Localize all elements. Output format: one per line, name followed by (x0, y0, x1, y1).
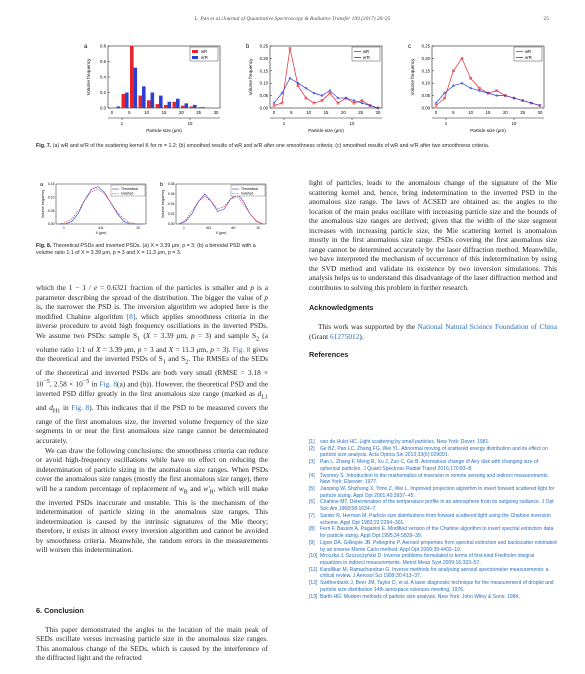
reference-item[interactable] (309, 499, 557, 512)
reference-text: Kandlikar M, Ramachandran G. Inverse methods for analysing aerosol spectrometer measurements: a critical review. J Aerosol Sci 1999;30:413–37. (320, 566, 549, 580)
panel-letter: b (246, 44, 250, 50)
reference-text: van de Hulst HC. Light scattering by small particles. New York: Dover; 1981. (320, 439, 490, 445)
reference-text: Twomey S. Introduction to the mathematics of inversion in remote sensing and indirect measurements. New York: Elsevier; 1977. (320, 472, 549, 486)
bar-wR (156, 104, 160, 108)
left-paragraph-1: which the 1 − 1 / e = 0.6321 fraction of the particles is smaller and p is a parameter describing the spread of the distribution. The bigger the value of p is, the narrower the PSD is. The inversion algorithm we adopted here is the modified Chahine algorithm [8], which applies smoothness criteria in the inverse procedure to avoid high frequency oscillations in the inverted PSDs. We assume two PSDs: sample $S_1$ (X = 3.39 μm, p = 3) and sample $S_2$ (a volume ratio 1:1 of X = 3.39 μm, p = 3 and X = 11.3 μm, p = 3). Fig. 8 gives the theoretical and the inverted PSDs of $S_1$ and $S_2$. The RMSEs of the SEDs of the theoretical and inverted PSDs are both very small (RMSE = $3.18 \times 10^{-5}$, $2.58 \times 10^{-5}$ in Fig. 8(a) and (b)). However, the theoretical PSD and the inverted PSD differ greatly in the first anomalous size range (marked as $d_{L1}$ and $d_{H1}$ in Fig. 8). This indicates that if the PSD to be measured covers the range of the first anomalous size, the inverted volume frequency of the size segments in or near the first anomalous size range cannot be determinated accurately. (36, 283, 269, 445)
bar-wR-prime (117, 106, 121, 108)
y-tick-label: 0.15 (47, 182, 55, 187)
reference-number: [13] (309, 593, 318, 600)
ack-text-mid: (Grant (309, 331, 331, 341)
x-axis-label: Particle size (μm) (470, 128, 506, 133)
reference-item[interactable] (309, 553, 557, 566)
bar-wR-prime (193, 105, 197, 108)
y-tick-label: 0.15 (421, 68, 430, 74)
panel-letter: c (408, 44, 411, 50)
x-tick-label: 10 (468, 110, 474, 115)
y-axis-label: Volume frequency (410, 58, 415, 96)
bar-wR-prime (159, 96, 163, 108)
reference-text: Ge BZ, Pan LC, Zhang FG, Wei YL. Abnormal moving of scattered energy distribution and its effect on particle size analysis. Acta Optica Sin 2013;33(6):029001. (320, 445, 548, 459)
y-tick-label: 0.20 (421, 55, 430, 61)
legend-label: Inverted (241, 191, 254, 196)
legend-label: wR (363, 49, 370, 54)
y-tick-label: 0.10 (421, 80, 430, 86)
legend-swatch (192, 50, 198, 53)
reference-text: Barth HG. Modern methods of particle size analysis. New York: John Wiley & Sons; 1984. (320, 593, 520, 600)
reference-text: Santer R, Herman M. Particle size distributions from forward scattered light using the Chahine inversion scheme. Appl Opt 1983;22:2294–301. (320, 512, 551, 526)
reference-item[interactable] (309, 446, 557, 459)
reference-item[interactable] (309, 473, 557, 486)
x-axis-label: Particle size (μm) (308, 128, 344, 133)
y-tick-label: 0.00 (421, 105, 430, 111)
figure-8-caption (36, 243, 268, 258)
legend-label: w′R (201, 55, 208, 60)
x-tick-label: 0 (110, 110, 114, 115)
y-axis-label: Volume frequency (41, 189, 45, 219)
figure-8-label: Fig. 8. (36, 243, 52, 249)
x-log-tick-label: 10 (187, 121, 193, 126)
figure-7b-chart (242, 34, 397, 142)
left-column (36, 283, 268, 555)
figure-7-caption (36, 143, 556, 150)
x-tick-label: 10 (136, 226, 140, 230)
figure-7-caption-text: (a) wR and w′R of the scattering kernel K for m = 1.2; (b) smoothed results of wR and w′R after one smoothness criteria; (c) smoothed results of wR and w′R after two smoothness criteria. (52, 143, 490, 149)
figure-8a-chart (38, 178, 150, 238)
references-heading: References (309, 350, 349, 360)
running-header (0, 16, 585, 26)
y-tick-label: 0.04 (167, 202, 175, 207)
bar-wR-prime (142, 86, 146, 108)
figure-8-caption-text: Theoretical PSDs and inverted PSDs. (a) X = 3.39 μm, p = 3; (b) a bimodal PSD with a volume ratio 1:1 of X = 3.39 μm, p = 3 and X = 11.3 μm, p = 3. (36, 243, 256, 257)
reference-number: [11] (309, 566, 318, 573)
y-axis-label: Volume frequency (161, 189, 165, 219)
reference-number: [12] (309, 580, 318, 587)
x-log-tick-label: 1 (120, 121, 124, 126)
reference-number: [7] (309, 512, 315, 519)
right-column (309, 178, 557, 360)
y-tick-label: 0.0 (100, 105, 106, 111)
figure-8b-chart (158, 178, 270, 238)
ack-text-post: ). (359, 331, 364, 341)
x-tick-label: d11 (98, 226, 104, 230)
reference-number: [8] (309, 526, 315, 533)
x-tick-label: 10 (144, 110, 150, 115)
panel-letter: a (84, 44, 88, 50)
page-number: 25 (543, 16, 549, 22)
legend-swatch (192, 56, 198, 59)
acknowledgments-paragraph (309, 322, 557, 341)
x-log-tick-label: 10 (349, 121, 355, 126)
y-tick-label: 0.00 (47, 222, 55, 227)
bar-wR-prime (125, 93, 129, 109)
figure-7 (80, 34, 560, 142)
y-tick-label: 0.10 (259, 80, 268, 86)
series-line-wR (436, 58, 540, 105)
point-wR-prime (273, 102, 275, 104)
x-tick-label: 15 (161, 110, 167, 115)
x-tick-label: dH (231, 226, 236, 230)
x-tick-label: 10 (256, 226, 260, 230)
bar-wR (147, 100, 151, 108)
bar-wR (190, 106, 194, 108)
x-tick-label: 30 (375, 110, 381, 115)
x-tick-label: 0 (434, 110, 438, 115)
x-tick-label: 25 (358, 110, 364, 115)
reference-text: Mroczka J, Szczuczyński D. Inverse problems formulated in terms of first-kind Fredholm integral equations in indirect measurements. Metrol Meas Syst 2009;16:333–57. (320, 553, 534, 566)
x-log-tick-label: 1 (282, 121, 286, 126)
panel-letter: a (40, 182, 44, 188)
x-tick-label: 15 (323, 110, 329, 115)
series-line-wR-prime (274, 78, 378, 108)
reference-text: Chahine MT. Determination of the temperature profile in an atmosphere from its outgoing radiance. J Opt Soc Am 1968;58:1634–7. (320, 499, 554, 513)
bar-wR-prime (134, 68, 138, 108)
y-tick-label: 0.4 (100, 74, 106, 80)
bar-wR (164, 105, 168, 108)
ack-text-pre: This work was supported by the (318, 322, 418, 332)
reference-number: [2] (309, 445, 315, 452)
reference-text: Swithenbank J, Beer JM, Taylor D, et al. A laser diagnostic technique for the measurement of droplet and particle size distribution 14th aerospace sciences meeting; 1976. (320, 580, 554, 593)
conclusion-heading: 6. Conclusion (36, 606, 84, 615)
y-tick-label: 0.6 (100, 59, 106, 64)
bar-wR-prime (185, 103, 189, 108)
x-tick-label: 20 (178, 110, 184, 115)
reference-item[interactable] (309, 540, 557, 553)
y-tick-label: 0.08 (167, 182, 175, 187)
grant-number-link[interactable]: 61275012 (330, 331, 360, 341)
y-tick-label: 0.05 (47, 208, 55, 213)
x-axis-label: X (μm) (215, 231, 227, 235)
x-tick-label: 10 (306, 110, 312, 115)
bar-wR (198, 107, 202, 108)
x-tick-label: 30 (213, 110, 219, 115)
figure-7c-chart (404, 34, 559, 142)
bar-wR-prime (176, 99, 180, 108)
x-tick-label: d11 (205, 226, 212, 230)
bar-wR-prime (202, 107, 206, 108)
journal-title: L. Pan et al./Journal of Quantitative Spectroscopy & Radiative Transfer 199 (2017) 20–25 (194, 16, 391, 22)
reference-number: [9] (309, 539, 315, 546)
x-tick-label: 0 (272, 110, 276, 115)
x-tick-label: 30 (537, 110, 543, 115)
legend-label: w′R (525, 55, 532, 60)
figure-8 (38, 178, 268, 238)
reference-text: Ligon DA, Gillespie JB, Pellegrino P. Aerosol properties from spectral extinction and backscatter estimated by an inverse Monte Carlo method. Appl Opt 2000;39:4402–10. (320, 539, 557, 553)
reference-item[interactable] (309, 567, 557, 580)
legend-label: Theoretical (241, 187, 258, 192)
y-tick-label: 0.10 (47, 195, 55, 200)
reference-item[interactable] (309, 486, 557, 499)
bar-wR (130, 46, 134, 108)
legend-label: Inverted (121, 191, 134, 196)
y-tick-label: 0.06 (167, 192, 175, 197)
conclusion-paragraph: This paper demonstrated the angles to the location of the main peak of SEDs oscillate versus increasing particle size in the anomalous size ranges. This anomalous change of the SEDs, which is caused by the interference of the diffracted light and the refracted (36, 624, 268, 663)
y-tick-label: 0.20 (259, 55, 268, 61)
reference-text: Pan L, Zhang F, Meng R, Xu J, Zuo C, Ge B. Anomalous change of Airy disk with changing size of spherical particles. J Quant Spectrosc Radiat Transf 2016;170:83–8. (320, 459, 539, 472)
reference-number: [5] (309, 486, 315, 493)
figure-7a-chart (80, 34, 235, 142)
x-log-tick-label: 10 (511, 121, 517, 126)
legend-label: w′R (363, 55, 370, 60)
reference-item[interactable] (309, 594, 557, 601)
conclusion-section (36, 606, 268, 663)
x-log-tick-label: 1 (444, 121, 448, 126)
acknowledgments-heading: Acknowledgments (309, 302, 374, 312)
x-tick-label: 5 (128, 110, 131, 115)
y-tick-label: 0.8 (100, 43, 106, 49)
bar-wR (122, 94, 126, 108)
x-axis-label: X (μm) (95, 231, 107, 235)
legend-label: wR (525, 49, 532, 54)
reference-item[interactable] (309, 439, 557, 446)
reference-number: [3] (309, 459, 315, 466)
y-tick-label: 0.2 (100, 90, 106, 95)
bar-wR (173, 102, 177, 108)
left-paragraph-2: We can draw the following conclusions: the smoothness criteria can reduce or avoid high-frequency oscillations while have no effect on reducing the indetermination of particle sizing in the anomalous size ranges. When PSDs cover the anomalous size ranges (mostly the first anomalous size range), there will be a random percentage of replacement of $w_R$ and $w'_R$, which will make the inverted PSDs inaccurate and unstable. This is the mechanism of the indetermination of particle sizing in the anomalous size ranges. This indetermination is caused by the intrinsic signatures of the Mie theory; therefore, it exists in almost every inversion algorithm and cannot be avoided by smoothness criteria. Meanwhile, the random errors in the measurements will worsen this indetermination. (36, 445, 268, 555)
x-tick-label: 1 (183, 226, 185, 230)
x-tick-label: 15 (485, 110, 491, 115)
legend-label: Theoretical (121, 187, 138, 192)
reference-item[interactable] (309, 526, 557, 539)
reference-number: [10] (309, 553, 318, 560)
bar-wR-prime (168, 102, 172, 108)
x-tick-label: 25 (520, 110, 526, 115)
y-tick-label: 0.02 (167, 212, 175, 217)
reference-text: Ferri F, Bassini A, Paganini E. Modified version of the Chahine algorithm to invert spectral extinction data for particle sizing. Appl Opt 1995;34:5829–39. (320, 526, 554, 540)
x-tick-label: 1 (63, 226, 65, 230)
y-tick-label: 0.05 (259, 93, 268, 99)
y-tick-label: 0.00 (259, 105, 268, 111)
x-tick-label: 5 (290, 110, 293, 115)
reference-item[interactable] (309, 513, 557, 526)
y-axis-label: Volume frequency (248, 58, 253, 96)
y-axis-label: Volume frequency (86, 58, 91, 96)
y-tick-label: 0.25 (421, 43, 430, 49)
bar-wR (139, 96, 143, 108)
legend-label: wR (201, 49, 208, 54)
references-list (309, 439, 557, 600)
reference-text: Jianping W, Shizhong X, Yimo Z, Wei L. Improved projection algorithm to invert forward scattered light for particle sizing. Appl Opt 2001;40:3937–45. (320, 486, 555, 499)
y-tick-label: 0.05 (421, 93, 430, 99)
right-column-paragraph: light of particles, leads to the anomalous change of the signature of the Mie scattering kernel and, hence, bring indetermination to the inverted PSD in the anomalous size range. The laws of ACSED are obtained as: the angles to the location of the main peaks oscillate with increasing particle size and the bounds of the anomalous size ranges are derived; given that the width of the size segment increases with increasing particle size, the Mie scattering kernel is anomalous mostly in the first anomalous size range. PSDs covering the first anomalous size range cannot be determined accurately by the laser diffraction method. Meanwhile, we have interpreted the mechanism of occurrence of this indetermination by using the SVD method and validate its existence by two inversion simulations. This analysis helps us to understand this disadvantage of the laser diffraction method and contributes to solving this problem in further research. (309, 178, 557, 293)
x-tick-label: 20 (340, 110, 346, 115)
x-tick-label: 25 (196, 110, 202, 115)
reference-number: [4] (309, 472, 315, 479)
figure-7-label: Fig. 7. (36, 143, 52, 149)
bar-wR-prime (151, 93, 155, 109)
funding-agency-link[interactable]: National Natural Science Foundation of China (417, 322, 557, 332)
x-tick-label: 5 (452, 110, 455, 115)
panel-letter: b (160, 182, 164, 188)
x-tick-label: 20 (502, 110, 508, 115)
reference-number: [6] (309, 499, 315, 506)
y-tick-label: 0.25 (259, 43, 268, 49)
bar-wR (181, 106, 185, 108)
reference-item[interactable] (309, 459, 557, 472)
x-axis-label: Particle size (μm) (146, 128, 182, 133)
y-tick-label: 0.00 (167, 222, 175, 227)
reference-number: [1] (309, 439, 315, 445)
y-tick-label: 0.15 (259, 68, 268, 74)
reference-item[interactable] (309, 580, 557, 593)
